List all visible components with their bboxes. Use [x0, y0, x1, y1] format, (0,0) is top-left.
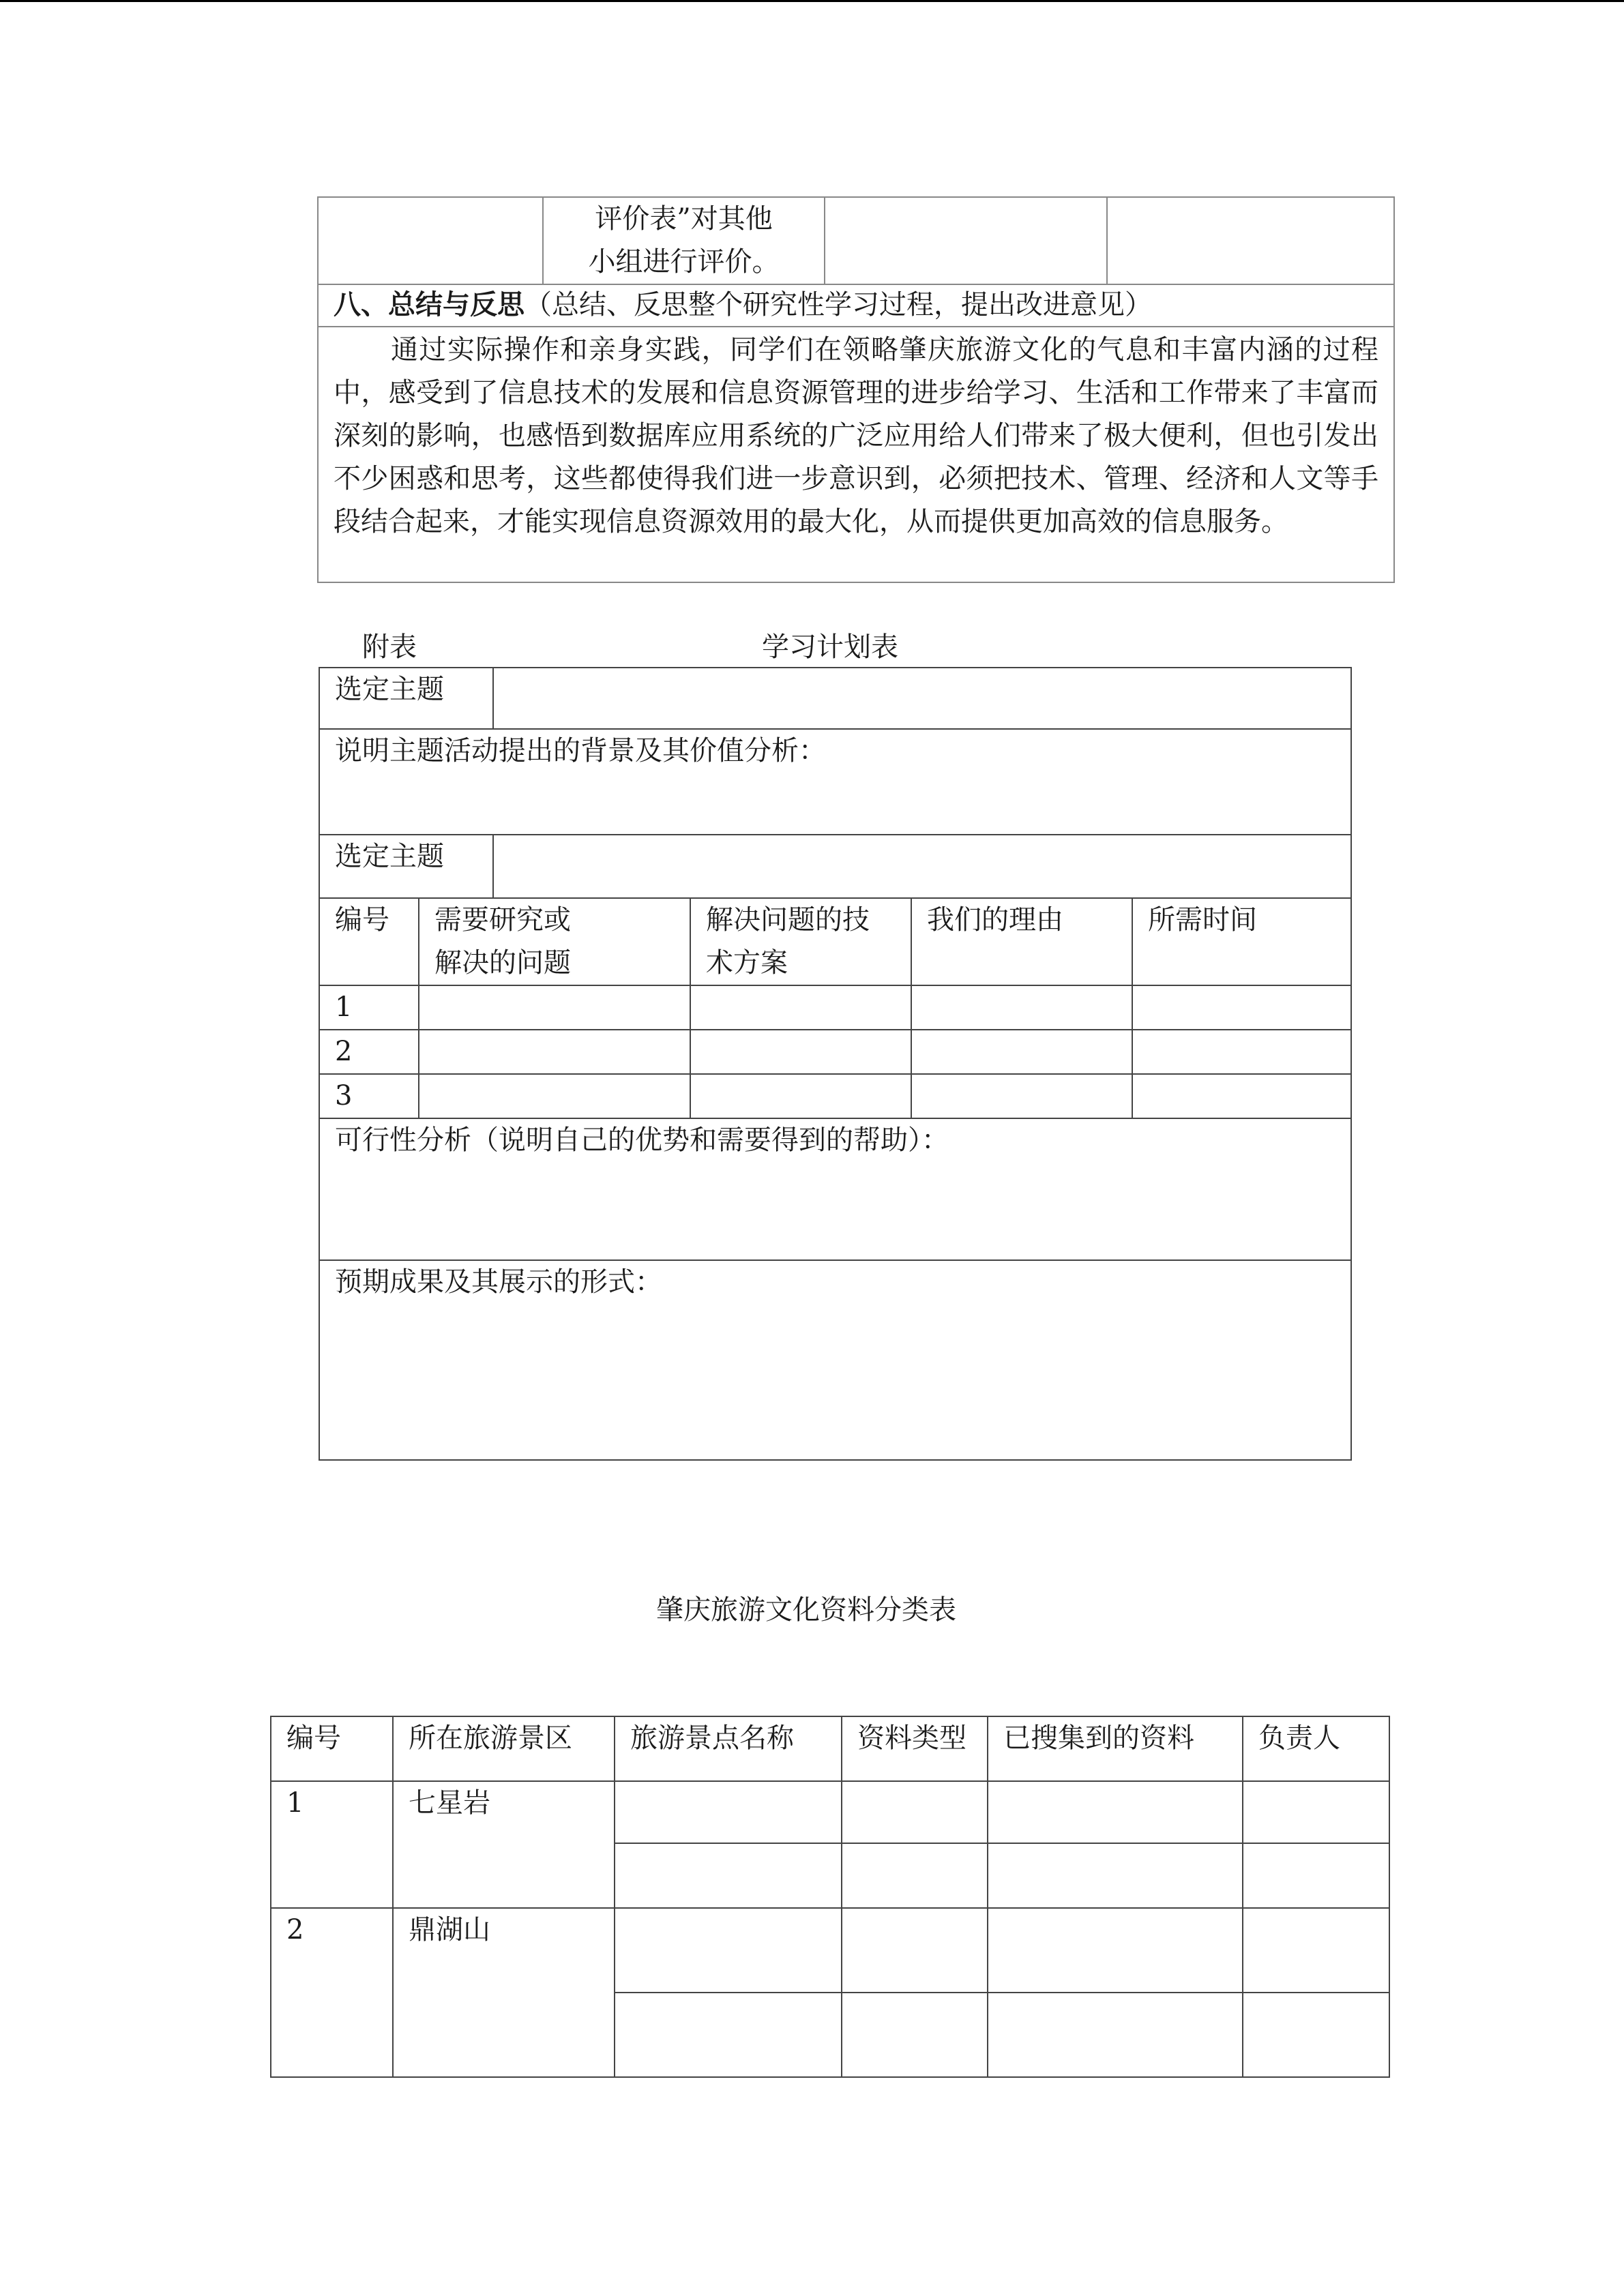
topic-value-1	[493, 668, 1351, 729]
resource-cell	[615, 1843, 842, 1908]
header-problem-line-2: 解决的问题	[434, 947, 571, 979]
background-row	[319, 729, 1351, 835]
plan-row-cell	[690, 985, 911, 1030]
resource-header-type: 资料类型	[842, 1716, 988, 1781]
resource-cell	[842, 1843, 988, 1908]
outcome-row	[319, 1260, 1351, 1460]
plan-row-no: 3	[319, 1074, 419, 1118]
plan-row-cell	[1132, 1030, 1351, 1074]
plan-row-cell	[419, 1074, 690, 1118]
resource-header-no: 编号	[271, 1716, 393, 1781]
resource-table	[270, 1716, 1390, 2078]
resource-cell	[842, 1781, 988, 1843]
appendix-label: 附表	[362, 631, 417, 663]
resource-area: 鼎湖山	[393, 1908, 615, 2077]
resource-cell	[988, 1908, 1243, 1993]
resource-cell	[615, 1993, 842, 2077]
plan-header-row	[319, 898, 1351, 985]
plan-row-cell	[690, 1030, 911, 1074]
evaluation-method-line-2: 小组进行评价。	[588, 246, 780, 278]
resource-cell	[988, 1781, 1243, 1843]
resource-cell	[988, 1993, 1243, 2077]
resource-header-owner: 负责人	[1243, 1716, 1389, 1781]
plan-row-no: 1	[319, 985, 419, 1030]
resource-no: 2	[271, 1908, 393, 2077]
feasibility-row	[319, 1118, 1351, 1260]
section-heading-title: 八、总结与反思	[334, 288, 525, 320]
resource-cell	[842, 1993, 988, 2077]
summary-body-row	[318, 327, 1394, 582]
feasibility-label: 可行性分析（说明自己的优势和需要得到的帮助）：	[319, 1118, 1351, 1260]
plan-row-cell	[911, 1074, 1132, 1118]
page-top-rule	[0, 0, 1624, 2]
plan-row-cell	[690, 1074, 911, 1118]
resource-cell	[615, 1908, 842, 1993]
resource-row	[271, 1781, 1389, 1843]
topic-label-1: 选定主题	[319, 668, 493, 729]
resource-cell	[1243, 1781, 1389, 1843]
header-solution	[690, 898, 911, 985]
header-reason: 我们的理由	[911, 898, 1132, 985]
study-plan-table	[319, 667, 1352, 1461]
plan-row	[319, 1030, 1351, 1074]
resource-header-area: 所在旅游景区	[393, 1716, 615, 1781]
section-heading-cell	[318, 284, 1394, 327]
resource-header-spot: 旅游景点名称	[615, 1716, 842, 1781]
evaluation-cell-4	[1107, 197, 1394, 284]
resource-area: 七星岩	[393, 1781, 615, 1908]
background-label: 说明主题活动提出的背景及其价值分析：	[319, 729, 1351, 835]
resource-table-title: 肇庆旅游文化资料分类表	[656, 1594, 956, 1626]
resource-row	[271, 1908, 1389, 1993]
header-solution-line-1: 解决问题的技	[706, 904, 870, 936]
plan-row-cell	[419, 1030, 690, 1074]
evaluation-cell-1	[318, 197, 543, 284]
section-heading-note: （总结、反思整个研究性学习过程，提出改进意见）	[525, 289, 1152, 320]
topic-row-2	[319, 835, 1351, 898]
header-solution-line-2: 术方案	[706, 947, 788, 979]
evaluation-row	[318, 197, 1394, 284]
resource-cell	[988, 1843, 1243, 1908]
topic-value-2	[493, 835, 1351, 898]
header-problem	[419, 898, 690, 985]
header-no: 编号	[319, 898, 419, 985]
summary-paragraph: 通过实际操作和亲身实践，同学们在领略肇庆旅游文化的气息和丰富内涵的过程中，感受到了信息技术的发展和信息资源管理的进步给学习、生活和工作带来了丰富而深刻的影响，也感悟到数据库应用系统的广泛应用给人们带来了极大便利，但也引发出不少困惑和思考，这些都使得我们进一步意识到，必须把技术、管理、经济和人文等手段结合起来，才能实现信息资源效用的最大化，从而提供更加高效的信息服务。	[318, 327, 1394, 582]
topic-label-2: 选定主题	[319, 835, 493, 898]
plan-row-cell	[419, 985, 690, 1030]
evaluation-method-line-1: 评价表”对其他	[595, 203, 773, 235]
outcome-label: 预期成果及其展示的形式：	[319, 1260, 1351, 1460]
plan-row-cell	[911, 1030, 1132, 1074]
plan-row	[319, 985, 1351, 1030]
resource-header-collected: 已搜集到的资料	[988, 1716, 1243, 1781]
plan-row	[319, 1074, 1351, 1118]
topic-row-1	[319, 668, 1351, 729]
resource-cell	[1243, 1993, 1389, 2077]
plan-row-no: 2	[319, 1030, 419, 1074]
resource-cell	[615, 1781, 842, 1843]
section-heading-row	[318, 284, 1394, 327]
evaluation-method-cell	[543, 197, 825, 284]
header-problem-line-1: 需要研究或	[434, 904, 571, 936]
summary-table	[317, 196, 1395, 583]
plan-row-cell	[1132, 985, 1351, 1030]
evaluation-cell-3	[825, 197, 1107, 284]
plan-row-cell	[1132, 1074, 1351, 1118]
header-time: 所需时间	[1132, 898, 1351, 985]
resource-cell	[1243, 1908, 1389, 1993]
plan-row-cell	[911, 985, 1132, 1030]
plan-table-title: 学习计划表	[762, 631, 898, 663]
resource-no: 1	[271, 1781, 393, 1908]
resource-cell	[1243, 1843, 1389, 1908]
resource-cell	[842, 1908, 988, 1993]
resource-header-row	[271, 1716, 1389, 1781]
